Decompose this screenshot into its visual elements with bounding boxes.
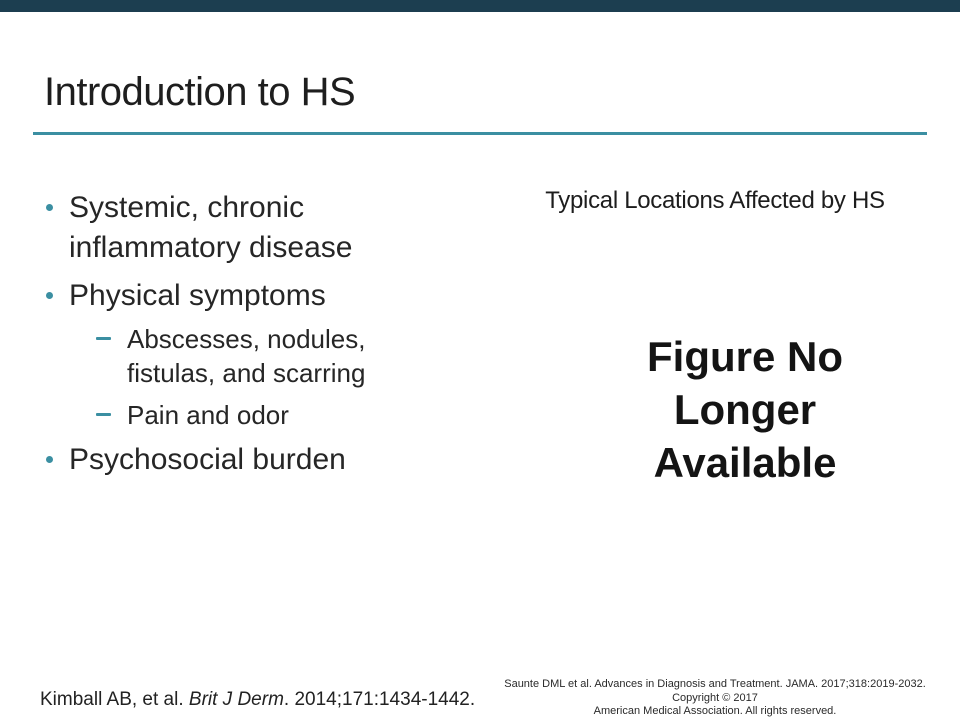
bullet-list: [44, 188, 444, 480]
citation-left: [40, 689, 475, 711]
citation-left-post: . 2014;171:1434-1442.: [283, 689, 476, 710]
bullet-dot-icon: [46, 204, 53, 211]
sub-bullet-label: Abscesses, nodules, fistulas, and scarring: [127, 324, 366, 388]
top-accent-bar: [0, 0, 960, 12]
citation-left-journal: Brit J Derm: [188, 689, 284, 710]
dash-icon: [96, 337, 111, 340]
bullet-dot-icon: [46, 292, 53, 299]
sub-bullet-list: [44, 322, 444, 432]
sub-bullet-label: Pain and odor: [127, 400, 289, 430]
title-underline: [33, 132, 927, 135]
bullet-dot-icon: [46, 456, 53, 463]
citation-right: [485, 678, 945, 719]
sub-bullet-item: [44, 322, 444, 390]
bullet-item: [44, 188, 444, 268]
citation-right-line2: American Medical Association. All rights reserved.: [593, 705, 837, 717]
bullet-item: [44, 276, 444, 316]
bullet-item-label: Psychosocial burden: [69, 443, 346, 476]
dash-icon: [96, 413, 111, 416]
slide-title: Introduction to HS: [44, 70, 356, 114]
sub-bullet-item: [44, 398, 444, 432]
figure-heading: Typical Locations Affected by HS: [545, 187, 885, 214]
citation-right-line1: Saunte DML et al. Advances in Diagnosis and Treatment. JAMA. 2017;318:2019-2032. Copyright © 2017: [504, 678, 926, 704]
figure-placeholder-text: Figure No Longer Available: [647, 333, 843, 486]
bullet-item-label: Physical symptoms: [69, 279, 326, 312]
citation-left-pre: Kimball AB, et al.: [40, 689, 189, 710]
bullet-item: [44, 440, 444, 480]
bullet-item-label: Systemic, chronic inflammatory disease: [69, 191, 353, 264]
